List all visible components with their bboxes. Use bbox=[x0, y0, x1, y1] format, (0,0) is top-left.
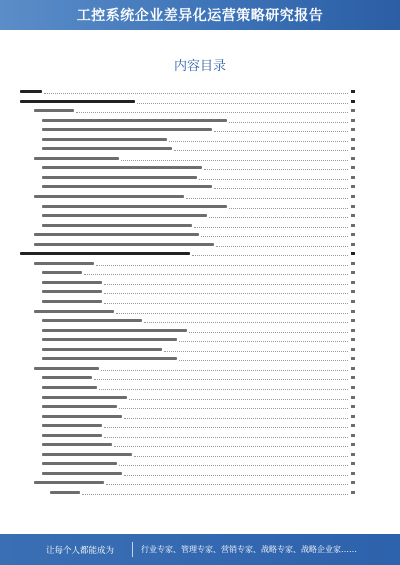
toc-entry-title bbox=[42, 424, 102, 427]
toc-entry[interactable] bbox=[20, 470, 355, 477]
toc-entry-title bbox=[42, 376, 92, 379]
toc-entry[interactable] bbox=[20, 193, 355, 200]
toc-entry-title bbox=[34, 262, 94, 265]
toc-entry[interactable] bbox=[20, 183, 355, 190]
toc-entry-title bbox=[42, 348, 162, 351]
toc-entry-title bbox=[42, 443, 112, 446]
toc-entry-title bbox=[42, 462, 117, 465]
toc-entry-page bbox=[351, 157, 355, 160]
toc-entry[interactable] bbox=[20, 250, 355, 257]
toc-list bbox=[20, 88, 355, 499]
toc-entry-page bbox=[351, 462, 355, 465]
toc-entry[interactable] bbox=[20, 269, 355, 276]
toc-entry[interactable] bbox=[20, 327, 355, 334]
toc-entry-title bbox=[42, 386, 97, 389]
toc-entry-title bbox=[34, 157, 119, 160]
toc-entry-leader bbox=[204, 169, 348, 170]
toc-entry-page bbox=[351, 443, 355, 446]
toc-entry-leader bbox=[101, 370, 348, 371]
toc-entry-title bbox=[34, 367, 99, 370]
toc-entry-title bbox=[34, 109, 74, 112]
toc-entry-page bbox=[351, 90, 355, 93]
toc-entry-title bbox=[42, 434, 102, 437]
toc-entry-leader bbox=[174, 150, 348, 151]
toc-entry[interactable] bbox=[20, 432, 355, 439]
toc-entry-page bbox=[351, 491, 355, 494]
toc-entry[interactable] bbox=[20, 136, 355, 143]
toc-entry-leader bbox=[124, 475, 348, 476]
toc-entry[interactable] bbox=[20, 479, 355, 486]
toc-entry[interactable] bbox=[20, 174, 355, 181]
toc-entry-title bbox=[42, 338, 177, 341]
toc-entry-page bbox=[351, 195, 355, 198]
toc-entry-leader bbox=[116, 313, 348, 314]
toc-entry-page bbox=[351, 176, 355, 179]
toc-entry-page bbox=[351, 262, 355, 265]
toc-entry-title bbox=[42, 205, 227, 208]
toc-entry-leader bbox=[201, 236, 348, 237]
toc-entry-page bbox=[351, 376, 355, 379]
toc-entry[interactable] bbox=[20, 317, 355, 324]
toc-entry-leader bbox=[99, 389, 348, 390]
toc-entry-leader bbox=[106, 484, 348, 485]
toc-entry-leader bbox=[192, 255, 348, 256]
footer-divider bbox=[132, 542, 133, 557]
toc-entry-page bbox=[351, 119, 355, 122]
toc-entry-page bbox=[351, 243, 355, 246]
toc-entry-title bbox=[34, 195, 184, 198]
toc-entry-leader bbox=[179, 360, 348, 361]
footer-tagline: 行业专家、管理专家、营销专家、战略专家、战略企业家…… bbox=[141, 545, 357, 554]
toc-entry[interactable] bbox=[20, 126, 355, 133]
toc-entry-title bbox=[42, 119, 227, 122]
toc-entry-title bbox=[42, 147, 172, 150]
toc-entry-page bbox=[351, 481, 355, 484]
toc-entry-page bbox=[351, 214, 355, 217]
toc-entry-leader bbox=[104, 284, 348, 285]
toc-entry-leader bbox=[229, 122, 348, 123]
toc-entry-leader bbox=[114, 446, 348, 447]
toc-entry[interactable] bbox=[20, 346, 355, 353]
document-header-band bbox=[0, 0, 400, 30]
toc-entry-leader bbox=[84, 274, 348, 275]
toc-entry-page bbox=[351, 205, 355, 208]
toc-entry[interactable] bbox=[20, 288, 355, 295]
toc-entry-title bbox=[42, 224, 192, 227]
toc-entry[interactable] bbox=[20, 155, 355, 162]
toc-entry-title bbox=[42, 271, 82, 274]
toc-entry-title bbox=[20, 90, 42, 93]
toc-entry[interactable] bbox=[20, 384, 355, 391]
toc-entry[interactable] bbox=[20, 394, 355, 401]
toc-entry[interactable] bbox=[20, 164, 355, 171]
toc-entry[interactable] bbox=[20, 212, 355, 219]
toc-entry-title bbox=[42, 281, 102, 284]
toc-entry-leader bbox=[94, 379, 348, 380]
toc-entry-leader bbox=[189, 332, 348, 333]
toc-entry-page bbox=[351, 281, 355, 284]
toc-entry[interactable] bbox=[20, 222, 355, 229]
toc-entry-page bbox=[351, 319, 355, 322]
toc-entry-page bbox=[351, 367, 355, 370]
toc-entry-page bbox=[351, 415, 355, 418]
toc-entry-leader bbox=[76, 112, 348, 113]
toc-entry-page bbox=[351, 185, 355, 188]
toc-entry[interactable] bbox=[20, 413, 355, 420]
toc-entry-leader bbox=[129, 399, 348, 400]
toc-entry-title bbox=[42, 396, 127, 399]
toc-entry-leader bbox=[144, 322, 348, 323]
toc-entry[interactable] bbox=[20, 460, 355, 467]
toc-entry-title bbox=[42, 185, 212, 188]
toc-entry-leader bbox=[169, 141, 348, 142]
toc-entry-page bbox=[351, 147, 355, 150]
toc-entry-title bbox=[42, 453, 132, 456]
toc-entry-title bbox=[42, 214, 207, 217]
toc-entry[interactable] bbox=[20, 298, 355, 305]
footer-slogan: 让每个人都能成为 bbox=[46, 545, 115, 556]
toc-entry-page bbox=[351, 329, 355, 332]
toc-entry[interactable] bbox=[20, 374, 355, 381]
toc-entry-page bbox=[351, 348, 355, 351]
toc-entry-leader bbox=[134, 456, 348, 457]
toc-entry-leader bbox=[121, 160, 348, 161]
toc-entry-leader bbox=[82, 494, 348, 495]
toc-entry-leader bbox=[44, 93, 348, 94]
toc-entry[interactable] bbox=[20, 451, 355, 458]
toc-entry[interactable] bbox=[20, 365, 355, 372]
toc-entry-leader bbox=[96, 265, 348, 266]
toc-entry-page bbox=[351, 128, 355, 131]
toc-entry[interactable] bbox=[20, 308, 355, 315]
toc-entry-page bbox=[351, 453, 355, 456]
toc-entry-page bbox=[351, 434, 355, 437]
toc-entry[interactable] bbox=[20, 279, 355, 286]
toc-entry-leader bbox=[214, 131, 348, 132]
toc-entry-leader bbox=[164, 351, 348, 352]
toc-entry[interactable] bbox=[20, 422, 355, 429]
toc-entry[interactable] bbox=[20, 355, 355, 362]
toc-entry-page bbox=[351, 338, 355, 341]
toc-entry-title bbox=[42, 319, 142, 322]
toc-entry-leader bbox=[119, 408, 348, 409]
toc-entry-leader bbox=[104, 437, 348, 438]
toc-entry-leader bbox=[104, 303, 348, 304]
toc-entry-title bbox=[50, 491, 80, 494]
toc-entry-page bbox=[351, 472, 355, 475]
toc-entry-leader bbox=[194, 227, 348, 228]
toc-entry[interactable] bbox=[20, 260, 355, 267]
toc-entry-page bbox=[351, 386, 355, 389]
toc-entry-page bbox=[351, 396, 355, 399]
toc-heading: 内容目录 bbox=[173, 59, 226, 74]
toc-entry-page bbox=[351, 233, 355, 236]
toc-entry-title bbox=[42, 128, 212, 131]
toc-entry-page bbox=[351, 405, 355, 408]
toc-entry-title bbox=[42, 138, 167, 141]
toc-entry-title bbox=[42, 290, 102, 293]
toc-entry-leader bbox=[199, 179, 348, 180]
toc-entry-leader bbox=[229, 208, 348, 209]
toc-entry-title bbox=[42, 166, 202, 169]
toc-entry[interactable] bbox=[20, 145, 355, 152]
toc-entry-title bbox=[42, 176, 197, 179]
toc-entry-title bbox=[42, 405, 117, 408]
toc-entry[interactable] bbox=[20, 231, 355, 238]
toc-entry[interactable] bbox=[20, 107, 355, 114]
toc-entry-title bbox=[42, 472, 122, 475]
toc-entry-page bbox=[351, 424, 355, 427]
toc-entry-page bbox=[351, 310, 355, 313]
toc-entry-leader bbox=[119, 465, 348, 466]
toc-entry-page bbox=[351, 252, 355, 255]
toc-entry-leader bbox=[104, 293, 348, 294]
toc-entry-leader bbox=[216, 246, 348, 247]
toc-entry-title bbox=[42, 357, 177, 360]
toc-entry-page bbox=[351, 166, 355, 169]
toc-entry-title bbox=[42, 300, 102, 303]
toc-entry-title bbox=[34, 243, 214, 246]
toc-entry[interactable] bbox=[20, 117, 355, 124]
toc-entry-title bbox=[20, 100, 135, 103]
toc-entry-title bbox=[42, 415, 122, 418]
toc-entry[interactable] bbox=[20, 98, 355, 105]
toc-entry-title bbox=[34, 233, 199, 236]
toc-entry-page bbox=[351, 357, 355, 360]
toc-entry-title bbox=[34, 481, 104, 484]
toc-entry-page bbox=[351, 138, 355, 141]
toc-entry[interactable] bbox=[20, 241, 355, 248]
document-title: 工控系统企业差异化运营策略研究报告 bbox=[76, 8, 324, 24]
toc-entry[interactable] bbox=[20, 88, 355, 95]
toc-entry[interactable] bbox=[20, 489, 355, 496]
footer-band bbox=[0, 534, 400, 565]
toc-entry-leader bbox=[209, 217, 348, 218]
toc-entry-leader bbox=[179, 341, 348, 342]
toc-entry-leader bbox=[104, 427, 348, 428]
toc-entry-title bbox=[34, 310, 114, 313]
toc-entry-leader bbox=[137, 103, 348, 104]
toc-entry-page bbox=[351, 224, 355, 227]
toc-entry-page bbox=[351, 109, 355, 112]
toc-entry-title bbox=[42, 329, 187, 332]
toc-entry-page bbox=[351, 300, 355, 303]
toc-entry[interactable] bbox=[20, 403, 355, 410]
toc-entry[interactable] bbox=[20, 441, 355, 448]
toc-entry-page bbox=[351, 290, 355, 293]
toc-entry[interactable] bbox=[20, 336, 355, 343]
toc-entry-leader bbox=[214, 188, 348, 189]
toc-entry-page bbox=[351, 100, 355, 103]
toc-entry-page bbox=[351, 271, 355, 274]
toc-entry-leader bbox=[124, 418, 348, 419]
toc-entry[interactable] bbox=[20, 203, 355, 210]
toc-entry-title bbox=[20, 252, 190, 255]
toc-entry-leader bbox=[186, 198, 348, 199]
